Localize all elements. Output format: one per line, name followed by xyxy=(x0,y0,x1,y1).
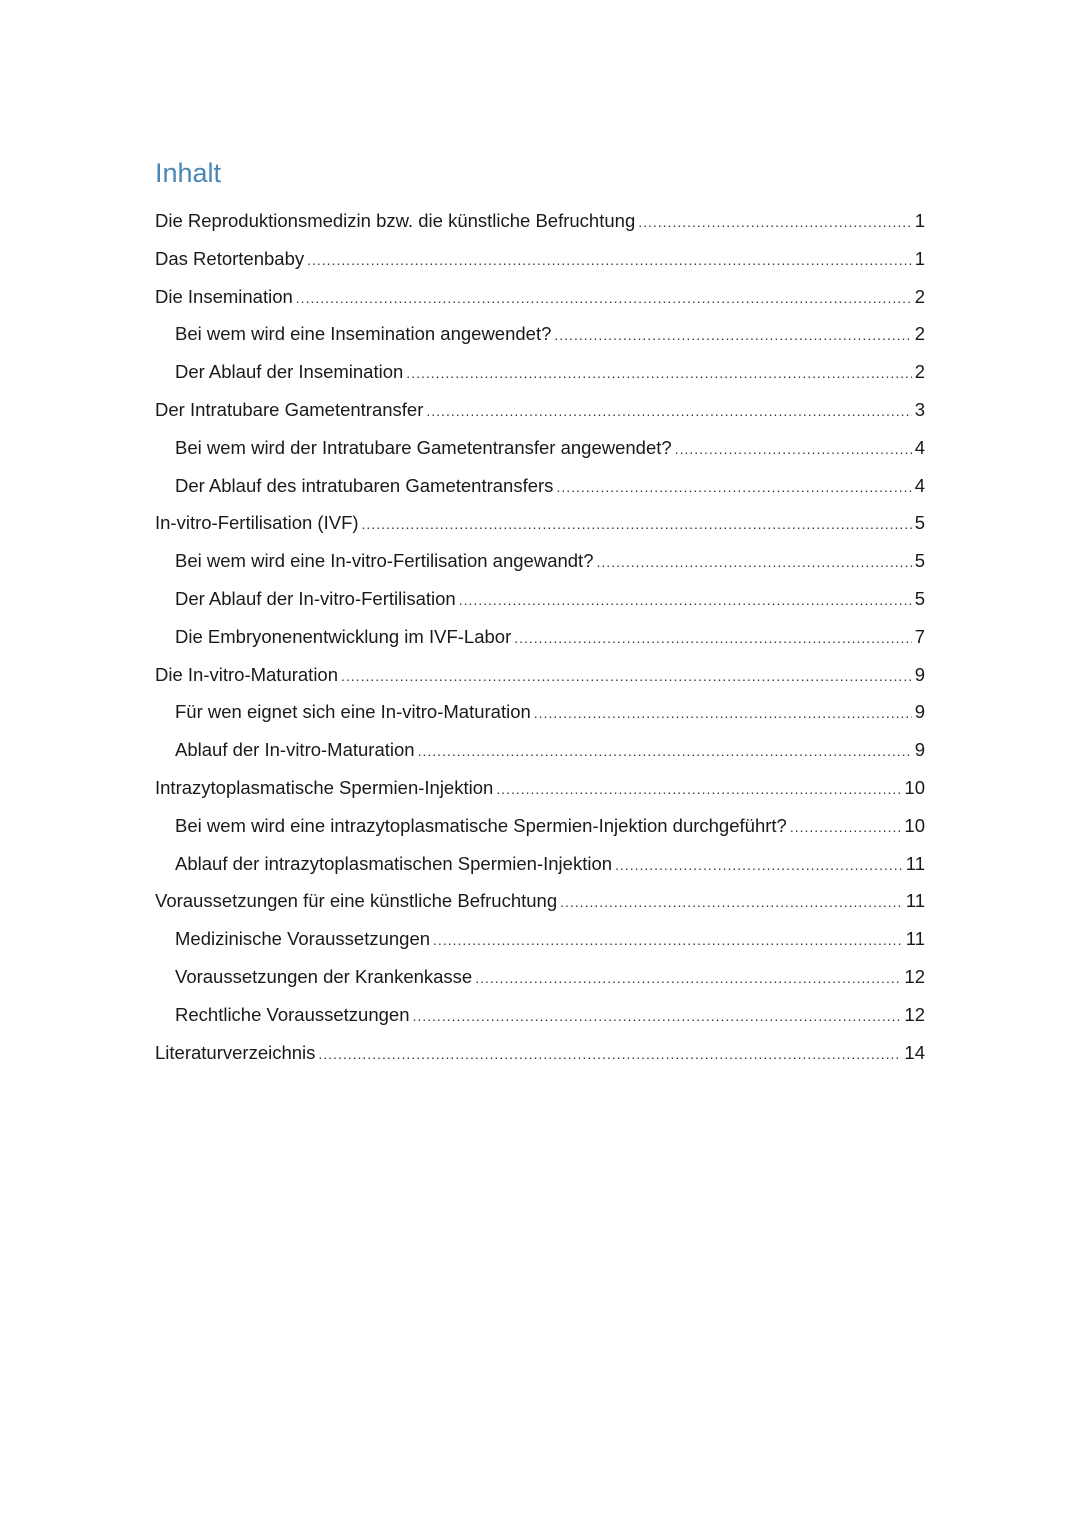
toc-entry[interactable] xyxy=(155,542,925,580)
toc-page-number: 5 xyxy=(914,512,925,534)
toc-entry-text: Rechtliche Voraussetzungen xyxy=(175,1003,410,1025)
toc-page-number: 2 xyxy=(914,285,925,307)
toc-entry[interactable] xyxy=(155,504,925,542)
toc-entry[interactable] xyxy=(155,958,925,996)
toc-entry[interactable] xyxy=(155,315,925,353)
table-of-contents xyxy=(155,202,925,1071)
dot-leader xyxy=(362,506,912,544)
toc-page-number: 5 xyxy=(914,550,925,572)
toc-page-number: 4 xyxy=(914,436,925,458)
toc-entry-text: Für wen eignet sich eine In-vitro-Maturation xyxy=(175,701,531,723)
toc-entry-text: Der Ablauf der Insemination xyxy=(175,361,404,383)
toc-entry-text: Voraussetzungen der Krankenkasse xyxy=(175,965,473,987)
toc-page-number: 4 xyxy=(914,474,925,496)
toc-entry-text: Die In-vitro-Maturation xyxy=(155,663,339,685)
toc-entry-text: Bei wem wird eine Insemination angewendet? xyxy=(175,323,552,345)
toc-entry-text: Die Reproduktionsmedizin bzw. die künstliche Befruchtung xyxy=(155,210,636,231)
dot-leader xyxy=(318,1036,901,1074)
toc-entry-text: Bei wem wird eine In-vitro-Fertilisation angewandt? xyxy=(175,550,594,572)
dot-leader xyxy=(615,847,903,885)
toc-entry[interactable] xyxy=(155,996,925,1034)
toc-entry[interactable] xyxy=(155,429,925,467)
dot-leader xyxy=(341,658,912,696)
toc-entry-text: Bei wem wird der Intratubare Gametentransfer angewendet? xyxy=(175,436,672,458)
toc-entry[interactable] xyxy=(155,240,925,278)
dot-leader xyxy=(597,544,912,582)
toc-page-number: 9 xyxy=(914,663,925,685)
dot-leader xyxy=(556,469,911,507)
toc-page-number: 7 xyxy=(914,625,925,647)
toc-entry[interactable] xyxy=(155,920,925,958)
toc-entry[interactable] xyxy=(155,1034,925,1072)
dot-leader xyxy=(459,582,912,620)
toc-entry-text: Medizinische Voraussetzungen xyxy=(175,928,431,950)
toc-page-number: 2 xyxy=(914,361,925,383)
toc-entry[interactable] xyxy=(155,693,925,731)
toc-page-number: 9 xyxy=(914,739,925,761)
toc-page-number: 11 xyxy=(905,890,925,912)
toc-page-number: 11 xyxy=(905,852,925,874)
dot-leader xyxy=(433,922,903,960)
dot-leader xyxy=(296,280,912,318)
toc-title: Inhalt xyxy=(155,158,222,188)
dot-leader xyxy=(406,355,911,393)
dot-leader xyxy=(412,998,901,1036)
dot-leader xyxy=(514,620,911,658)
toc-entry-text: In-vitro-Fertilisation (IVF) xyxy=(155,512,359,534)
toc-entry-text: Die Embryonenentwicklung im IVF-Labor xyxy=(175,625,512,647)
toc-entry[interactable] xyxy=(155,769,925,807)
toc-entry[interactable] xyxy=(155,353,925,391)
dot-leader xyxy=(307,242,912,280)
toc-entry-text: Intrazytoplasmatische Spermien-Injektion xyxy=(155,776,494,798)
toc-entry[interactable] xyxy=(155,656,925,694)
dot-leader xyxy=(560,884,903,922)
toc-page-number: 11 xyxy=(905,928,925,950)
toc-entry[interactable] xyxy=(155,845,925,883)
toc-page-number: 2 xyxy=(914,323,925,345)
toc-entry-text: Der Ablauf der In-vitro-Fertilisation xyxy=(175,587,456,609)
toc-page-number: 1 xyxy=(914,210,925,231)
toc-page-number: 1 xyxy=(914,247,925,269)
toc-entry-text: Der Intratubare Gametentransfer xyxy=(155,398,424,420)
dot-leader xyxy=(534,695,912,733)
toc-entry-text: Ablauf der intrazytoplasmatischen Spermien-Injektion xyxy=(175,852,613,874)
toc-page-number: 12 xyxy=(904,1003,925,1025)
dot-leader xyxy=(790,809,902,847)
toc-entry-text: Der Ablauf des intratubaren Gametentransfers xyxy=(175,474,554,496)
toc-entry-text: Literaturverzeichnis xyxy=(155,1041,316,1063)
toc-entry-text: Bei wem wird eine intrazytoplasmatische Spermien-Injektion durchgeführt? xyxy=(175,814,787,836)
dot-leader xyxy=(418,733,912,771)
toc-page-number: 5 xyxy=(914,587,925,609)
toc-page-number: 10 xyxy=(904,776,925,798)
toc-entry-text: Ablauf der In-vitro-Maturation xyxy=(175,739,415,761)
toc-page-number: 9 xyxy=(914,701,925,723)
toc-page-number: 3 xyxy=(914,398,925,420)
toc-entry[interactable] xyxy=(155,391,925,429)
toc-entry[interactable] xyxy=(155,882,925,920)
dot-leader xyxy=(426,393,911,431)
toc-entry[interactable] xyxy=(155,202,925,240)
dot-leader xyxy=(496,771,901,809)
toc-entry[interactable] xyxy=(155,580,925,618)
dot-leader xyxy=(675,431,912,469)
toc-entry[interactable] xyxy=(155,731,925,769)
toc-entry-text: Voraussetzungen für eine künstliche Befruchtung xyxy=(155,890,558,912)
dot-leader xyxy=(554,317,911,355)
toc-page-number: 12 xyxy=(904,965,925,987)
toc-entry[interactable] xyxy=(155,807,925,845)
dot-leader xyxy=(638,204,911,242)
toc-entry[interactable] xyxy=(155,618,925,656)
toc-page-number: 10 xyxy=(904,814,925,836)
toc-entry[interactable] xyxy=(155,467,925,505)
toc-page-number: 14 xyxy=(904,1041,925,1063)
toc-entry-text: Das Retortenbaby xyxy=(155,247,305,269)
toc-entry[interactable] xyxy=(155,278,925,316)
toc-entry-text: Die Insemination xyxy=(155,285,293,307)
dot-leader xyxy=(475,960,901,998)
